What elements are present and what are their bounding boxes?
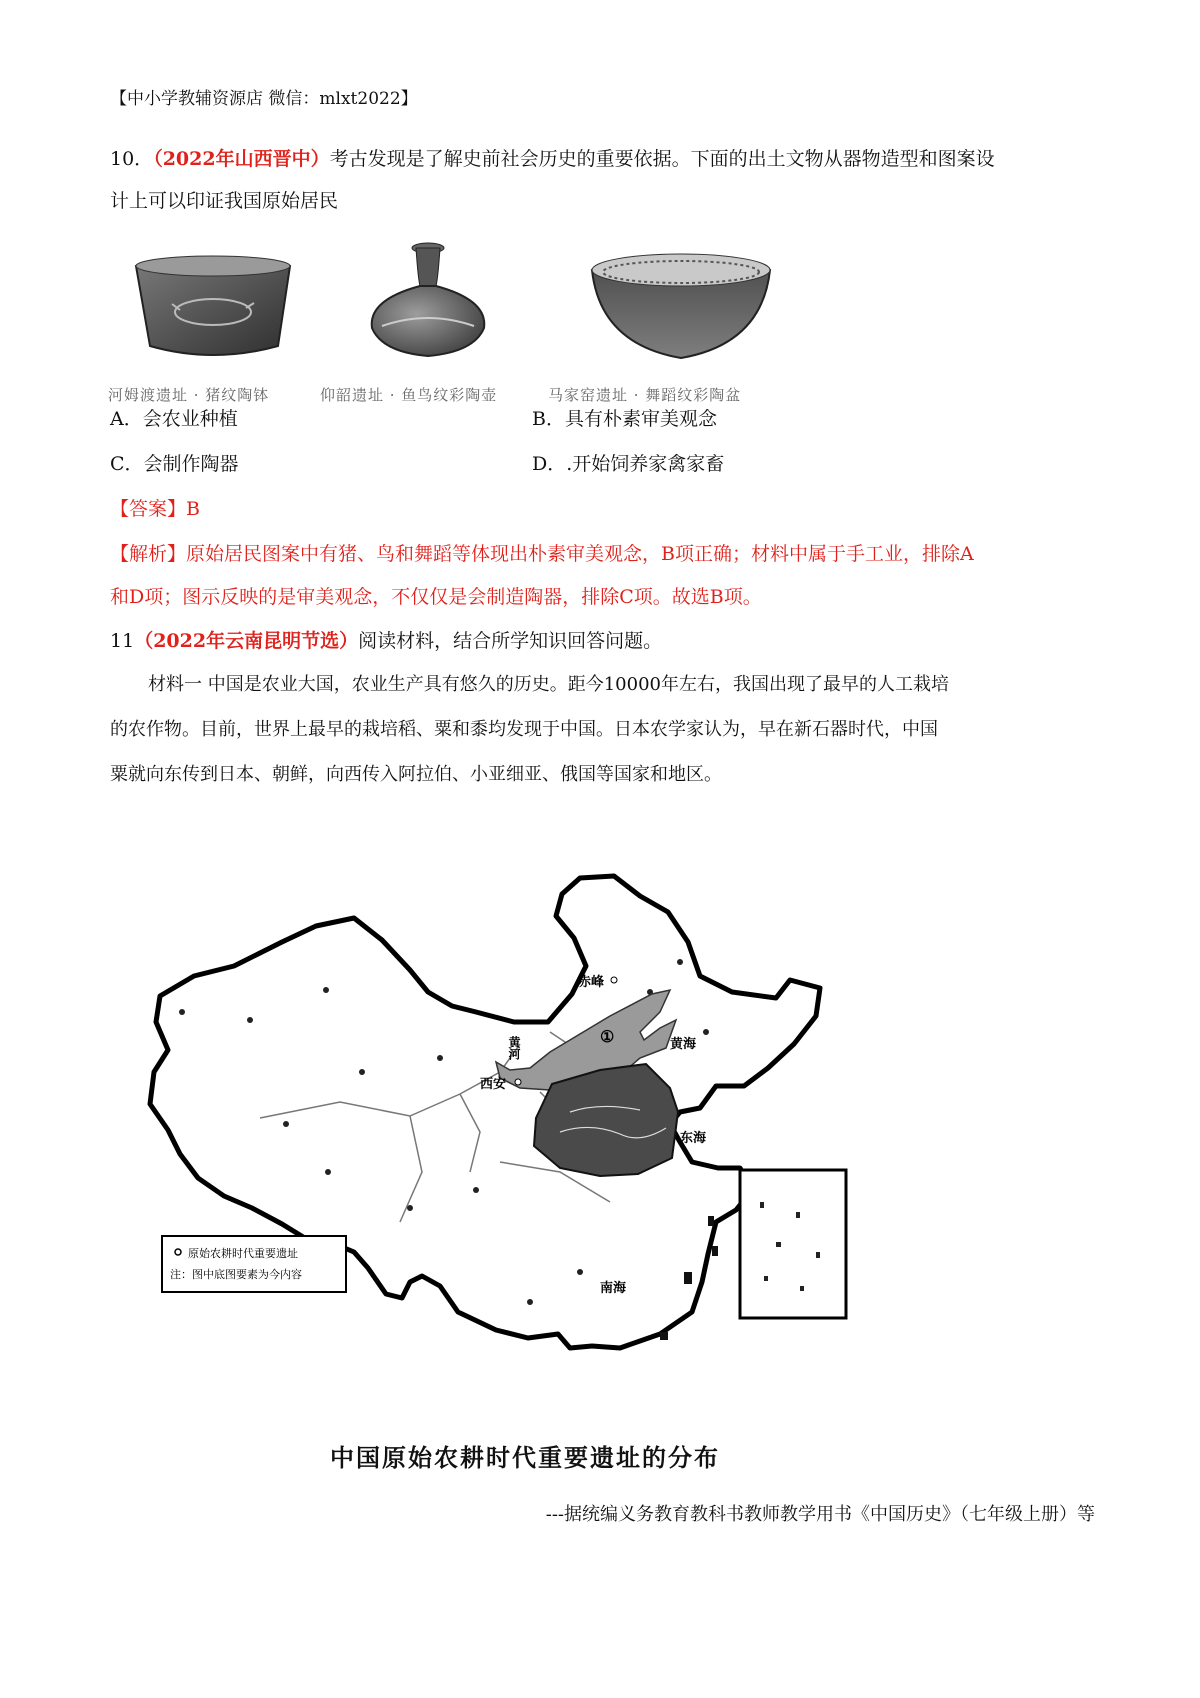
- q10-option-a: A．会农业种植: [110, 408, 238, 430]
- map-legend-box: [162, 1236, 346, 1292]
- artifact-caption-2: 仰韶遗址 · 鱼鸟纹彩陶壶: [320, 386, 498, 404]
- label-xian: 西安: [480, 1077, 507, 1092]
- q10-option-d: D．.开始饲养家禽家畜: [532, 453, 725, 475]
- q10-option-c: C．会制作陶器: [110, 453, 239, 475]
- label-donghai: 东海: [680, 1131, 707, 1146]
- q10-analysis-line1: [110, 539, 974, 566]
- q11-stem-text: 阅读材料，结合所学知识回答问题。: [358, 630, 663, 652]
- artifact-caption-3: 马家窑遗址 · 舞蹈纹彩陶盆: [548, 386, 742, 404]
- label-nanhai: 南海: [600, 1281, 627, 1296]
- dance-pattern-basin-image: [586, 248, 776, 368]
- answer-value: B: [186, 498, 200, 520]
- q11-stem: [110, 626, 662, 653]
- q10-analysis-line2: 和D项；图示反映的是审美观念，不仅仅是会制造陶器，排除C项。故选B项。: [110, 586, 762, 608]
- q11-number: 11: [110, 630, 135, 652]
- q10-option-b: B．具有朴素审美观念: [532, 408, 717, 430]
- q10-number: 10．: [110, 148, 154, 170]
- legend-line-2: 注：图中底图要素为今内容: [170, 1268, 302, 1281]
- label-huanghai: 黄海: [670, 1037, 697, 1052]
- analysis-text-1: 原始居民图案中有猪、鸟和舞蹈等体现出朴素审美观念，B项正确；材料中属于手工业，排除A: [186, 543, 974, 565]
- analysis-label: 【解析】: [110, 543, 187, 565]
- fish-bird-pot-image: [358, 240, 498, 370]
- legend-line-1: 原始农耕时代重要遗址: [188, 1247, 298, 1260]
- q10-stem-line1: [110, 144, 995, 171]
- artifact-images: [108, 240, 878, 420]
- q10-source: （2022年山西晋中）: [153, 148, 330, 170]
- map-title: 中国原始农耕时代重要遗址的分布: [330, 1443, 720, 1472]
- q10-stem-text: 考古发现是了解史前社会历史的重要依据。下面的出土文物从器物造型和图案设: [329, 148, 995, 170]
- artifact-caption-1: 河姆渡遗址 · 猪纹陶钵: [108, 386, 270, 404]
- q11-source: （2022年云南昆明节选）: [134, 630, 359, 652]
- page-header: 【中小学教辅资源店 微信：mlxt2022】: [110, 89, 418, 109]
- coastal-islands: [660, 1216, 718, 1340]
- south-china-sea-inset: [740, 1170, 846, 1318]
- label-region-1: ①: [600, 1027, 615, 1046]
- label-huanghe: 黄河: [507, 1036, 521, 1060]
- label-chifeng: 赤峰: [578, 975, 605, 990]
- source-note: ---据统编义务教育教科书教师教学用书《中国历史》（七年级上册）等: [545, 1504, 1095, 1525]
- pig-pattern-bowl-image: [128, 250, 298, 370]
- q11-material-line2: 的农作物。目前，世界上最早的栽培稻、粟和黍均发现于中国。日本农学家认为，早在新石器时代，中国: [110, 719, 938, 740]
- q10-stem-line2: 计上可以印证我国原始居民: [110, 190, 339, 212]
- q10-answer: [110, 494, 200, 521]
- answer-label: 【答案】: [110, 498, 187, 520]
- q11-material-line1: 材料一 中国是农业大国，农业生产具有悠久的历史。距今10000年左右，我国出现了最早的人工栽培: [148, 674, 949, 695]
- china-agricultural-sites-map: [140, 872, 940, 1462]
- q11-material-line3: 粟就向东传到日本、朝鲜，向西传入阿拉伯、小亚细亚、俄国等国家和地区。: [110, 764, 722, 785]
